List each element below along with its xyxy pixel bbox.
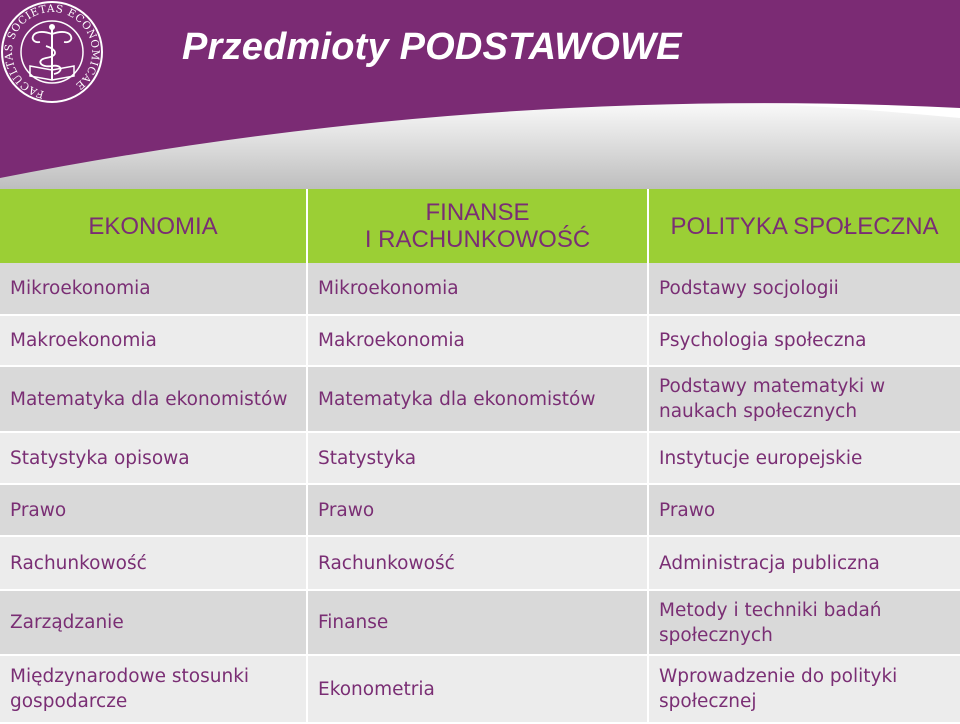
table-row: [0, 484, 960, 536]
column-header-polityka-spoleczna: POLITYKA SPOŁECZNA: [648, 189, 960, 263]
cell-ekonomia: Międzynarodowe stosunki gospodarcze: [0, 655, 307, 723]
column-header-ekonomia: EKONOMIA: [0, 189, 307, 263]
cell-finanse: Matematyka dla ekonomistów: [307, 366, 648, 432]
cell-polityka: Instytucje europejskie: [648, 432, 960, 484]
table-row: [0, 315, 960, 366]
header-banner: [0, 0, 960, 190]
cell-finanse: Makroekonomia: [307, 315, 648, 366]
table-row: [0, 655, 960, 723]
cell-finanse: Rachunkowość: [307, 536, 648, 590]
cell-ekonomia: Matematyka dla ekonomistów: [0, 366, 307, 432]
cell-finanse: Prawo: [307, 484, 648, 536]
cell-polityka: Psychologia społeczna: [648, 315, 960, 366]
cell-finanse: Ekonometria: [307, 655, 648, 723]
table-row: [0, 590, 960, 655]
cell-polityka: Wprowadzenie do polityki społecznej: [648, 655, 960, 723]
cell-ekonomia: Prawo: [0, 484, 307, 536]
cell-ekonomia: Statystyka opisowa: [0, 432, 307, 484]
subjects-table: [0, 189, 960, 724]
cell-ekonomia: Rachunkowość: [0, 536, 307, 590]
cell-polityka: Administracja publiczna: [648, 536, 960, 590]
cell-polityka: Metody i techniki badań społecznych: [648, 590, 960, 655]
cell-ekonomia: Zarządzanie: [0, 590, 307, 655]
university-seal-logo: [0, 0, 104, 104]
table-header-row: [0, 189, 960, 263]
table-row: [0, 536, 960, 590]
svg-text:FACULTAS SOCIETAS ECONOMICAE: FACULTAS SOCIETAS ECONOMICAE: [2, 2, 102, 101]
column-header-finanse: FINANSE I RACHUNKOWOŚĆ: [307, 189, 648, 263]
cell-polityka: Podstawy socjologii: [648, 263, 960, 315]
table-row: [0, 366, 960, 432]
cell-polityka: Podstawy matematyki w naukach społecznych: [648, 366, 960, 432]
table-row: [0, 263, 960, 315]
cell-finanse: Finanse: [307, 590, 648, 655]
table-row: [0, 432, 960, 484]
cell-ekonomia: Mikroekonomia: [0, 263, 307, 315]
cell-ekonomia: Makroekonomia: [0, 315, 307, 366]
page-title: Przedmioty PODSTAWOWE: [182, 26, 682, 68]
cell-finanse: Statystyka: [307, 432, 648, 484]
cell-finanse: Mikroekonomia: [307, 263, 648, 315]
cell-polityka: Prawo: [648, 484, 960, 536]
